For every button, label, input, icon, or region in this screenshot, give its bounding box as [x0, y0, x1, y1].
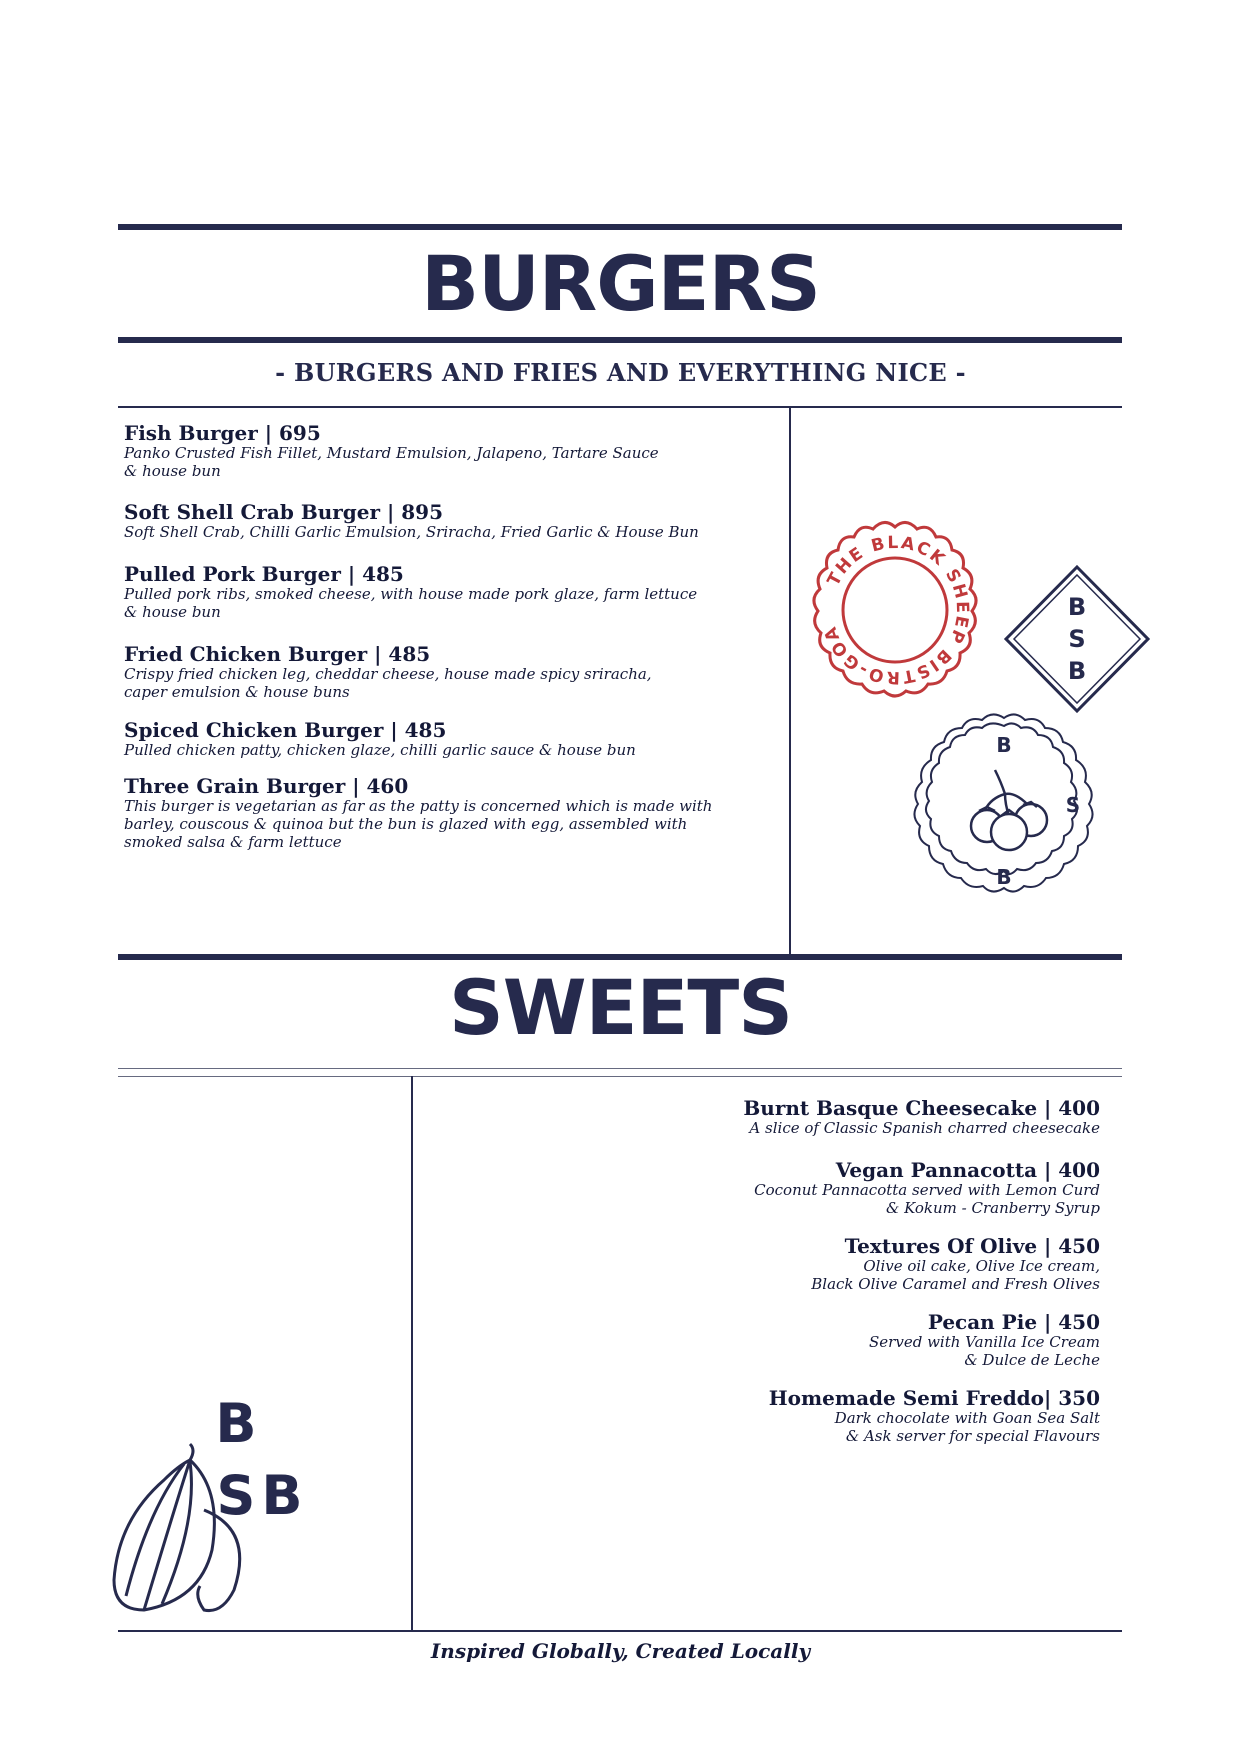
burger-desc: Pulled pork ribs, smoked cheese, with house made pork glaze, farm lettuce & house bun [124, 585, 698, 621]
sweet-item [540, 1235, 1100, 1293]
bsb-cacao-logo [104, 1390, 314, 1620]
burger-item [124, 719, 764, 759]
sweet-name: Pecan Pie | 450 [927, 1310, 1100, 1334]
sweets-column-divider [411, 1076, 413, 1630]
cacao-logo-letter-b-right: B [261, 1464, 303, 1527]
sweet-desc: Served with Vanilla Ice Cream & Dulce de Leche [869, 1333, 1100, 1369]
badge-letter-s: S [1068, 625, 1086, 653]
top-rule [118, 224, 1122, 230]
sweets-double-rule-upper [118, 1068, 1122, 1069]
footer-rule [118, 1630, 1122, 1632]
burger-name: Spiced Chicken Burger | 485 [124, 718, 447, 742]
bsb-diamond-badge [1004, 565, 1150, 715]
burger-item [124, 501, 764, 541]
sweets-double-rule-lower [118, 1076, 1122, 1077]
sweet-item [540, 1159, 1100, 1217]
sweet-desc: Dark chocolate with Goan Sea Salt & Ask server for special Flavours [834, 1409, 1100, 1445]
burger-name: Three Grain Burger | 460 [124, 774, 409, 798]
burger-desc: Soft Shell Crab, Chilli Garlic Emulsion, Sriracha, Fried Garlic & House Bun [124, 523, 699, 541]
burger-name: Fish Burger | 695 [124, 421, 321, 445]
black-sheep-bistro-stamp-logo [800, 515, 990, 715]
footer-slogan: Inspired Globally, Created Locally [430, 1639, 811, 1663]
tomato-badge-letter-s: S [1065, 793, 1081, 817]
cacao-logo-letter-b: B [215, 1392, 257, 1455]
burger-desc: Crispy fried chicken leg, cheddar cheese, house made spicy sriracha, caper emulsion & house buns [124, 665, 652, 701]
burgers-column-divider [789, 406, 791, 954]
sweets-top-rule [118, 954, 1122, 960]
stamp-text: THE BLACK SHEEP BISTRO-GOA [820, 532, 973, 688]
burger-desc: This burger is vegetarian as far as the patty is concerned which is made with barley, couscous & quinoa but the bun is glazed with egg, assembled with smoked salsa & farm lettuce [124, 797, 713, 851]
sweet-desc: Coconut Pannacotta served with Lemon Curd & Kokum - Cranberry Syrup [754, 1181, 1100, 1217]
tomato-vine-icon [971, 770, 1047, 850]
burger-name: Fried Chicken Burger | 485 [124, 642, 431, 666]
sweet-name: Vegan Pannacotta | 400 [835, 1158, 1100, 1182]
burger-item [124, 643, 764, 701]
burger-name: Soft Shell Crab Burger | 895 [124, 500, 443, 524]
burger-desc: Panko Crusted Fish Fillet, Mustard Emulsion, Jalapeno, Tartare Sauce & house bun [124, 444, 659, 480]
burgers-list-top-rule [118, 406, 1122, 408]
burger-name: Pulled Pork Burger | 485 [124, 562, 404, 586]
sweet-item [540, 1311, 1100, 1369]
badge-letter-b-bottom: B [1067, 657, 1087, 685]
bsb-tomato-badge [905, 712, 1103, 902]
burger-desc: Pulled chicken patty, chicken glaze, chilli garlic sauce & house bun [124, 741, 636, 759]
sweet-name: Homemade Semi Freddo| 350 [768, 1386, 1100, 1410]
sweets-title: SWEETS [449, 963, 792, 1052]
burgers-title-underline [118, 337, 1122, 343]
sweet-item [540, 1387, 1100, 1445]
burger-item [124, 563, 764, 621]
badge-letter-b: B [1067, 593, 1087, 621]
cacao-logo-letter-s: S [216, 1464, 256, 1527]
tomato-badge-letter-b-bottom: B [996, 865, 1012, 889]
burgers-tagline: - BURGERS AND FRIES AND EVERYTHING NICE - [275, 358, 966, 387]
sweet-name: Burnt Basque Cheesecake | 400 [743, 1096, 1100, 1120]
sweet-item [540, 1097, 1100, 1137]
burger-item [124, 422, 764, 480]
sweet-desc: A slice of Classic Spanish charred cheesecake [749, 1119, 1100, 1137]
tomato-badge-letter-b: B [996, 733, 1012, 757]
burger-item [124, 775, 764, 851]
burgers-title: BURGERS [421, 239, 820, 328]
sweet-desc: Olive oil cake, Olive Ice cream, Black Olive Caramel and Fresh Olives [811, 1257, 1100, 1293]
stamp-inner-ring [843, 558, 947, 662]
sweet-name: Textures Of Olive | 450 [844, 1234, 1100, 1258]
